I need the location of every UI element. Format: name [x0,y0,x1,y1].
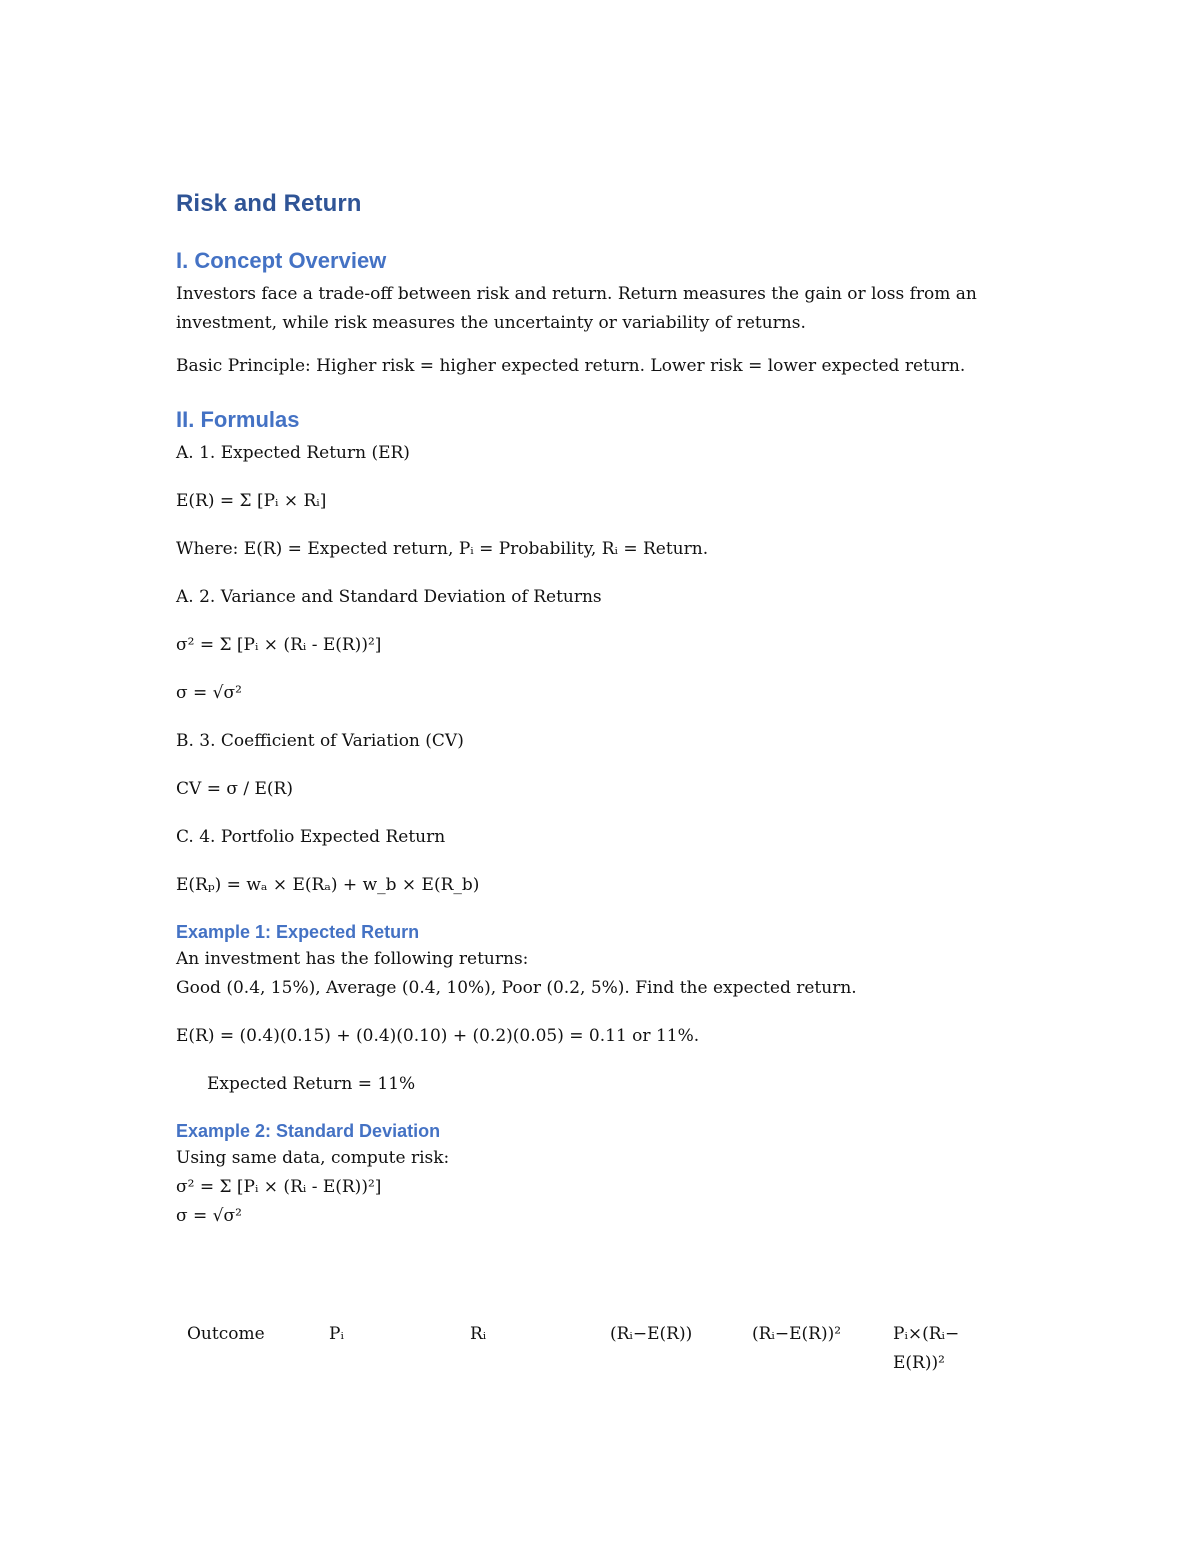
example-1-heading: Example 1: Expected Return [176,922,420,942]
example-2-stddev: σ = √σ² [176,1206,242,1226]
example-1-line-2: Good (0.4, 15%), Average (0.4, 10%), Poor (0.2, 5%). Find the expected return. [176,978,857,998]
section-heading-concept-overview: I. Concept Overview [176,248,387,273]
formula-a2-title: A. 2. Variance and Standard Deviation of Returns [176,587,602,607]
formula-portfolio-return: E(Rₚ) = wₐ × E(Rₐ) + w_b × E(R_b) [176,875,480,895]
table-header-probability: Pᵢ [329,1324,344,1344]
example-2-line-1: Using same data, compute risk: [176,1148,450,1168]
example-2-variance: σ² = Σ [Pᵢ × (Rᵢ - E(R))²] [176,1177,382,1197]
basic-principle: Basic Principle: Higher risk = higher expected return. Lower risk = lower expected return. [176,356,966,376]
formula-c4-title: C. 4. Portfolio Expected Return [176,827,446,847]
example-2-heading: Example 2: Standard Deviation [176,1121,441,1141]
formula-expected-return: E(R) = Σ [Pᵢ × Rᵢ] [176,491,327,511]
document-body [176,190,1036,1231]
document-title: Risk and Return [176,190,362,217]
formula-standard-deviation: σ = √σ² [176,683,242,703]
table-header-weighted-squared-deviation [893,1320,959,1378]
table-header-squared-deviation: (Rᵢ−E(R))² [752,1324,842,1344]
formula-variance: σ² = Σ [Pᵢ × (Rᵢ - E(R))²] [176,635,382,655]
concept-paragraph-line-1: Investors face a trade-off between risk and return. Return measures the gain or loss from an [176,284,977,304]
formula-a1-title: A. 1. Expected Return (ER) [176,443,410,463]
example-1-calculation: E(R) = (0.4)(0.15) + (0.4)(0.10) + (0.2)(0.05) = 0.11 or 11%. [176,1026,700,1046]
formula-a1-where: Where: E(R) = Expected return, Pᵢ = Probability, Rᵢ = Return. [176,539,709,559]
table-header-weighted-line-2: E(R))² [893,1353,945,1373]
concept-paragraph [176,280,1036,338]
section-heading-formulas: II. Formulas [176,407,300,432]
example-1-result: Expected Return = 11% [207,1074,416,1094]
formula-coefficient-of-variation: CV = σ / E(R) [176,779,293,799]
example-1-line-1: An investment has the following returns: [176,949,529,969]
concept-paragraph-line-2: investment, while risk measures the uncertainty or variability of returns. [176,313,806,333]
formula-b3-title: B. 3. Coefficient of Variation (CV) [176,731,464,751]
table-header-deviation: (Rᵢ−E(R)) [610,1324,693,1344]
table-header-outcome: Outcome [187,1324,265,1344]
table-header-weighted-line-1: Pᵢ×(Rᵢ− [893,1324,960,1344]
table-header-return: Rᵢ [470,1324,487,1344]
